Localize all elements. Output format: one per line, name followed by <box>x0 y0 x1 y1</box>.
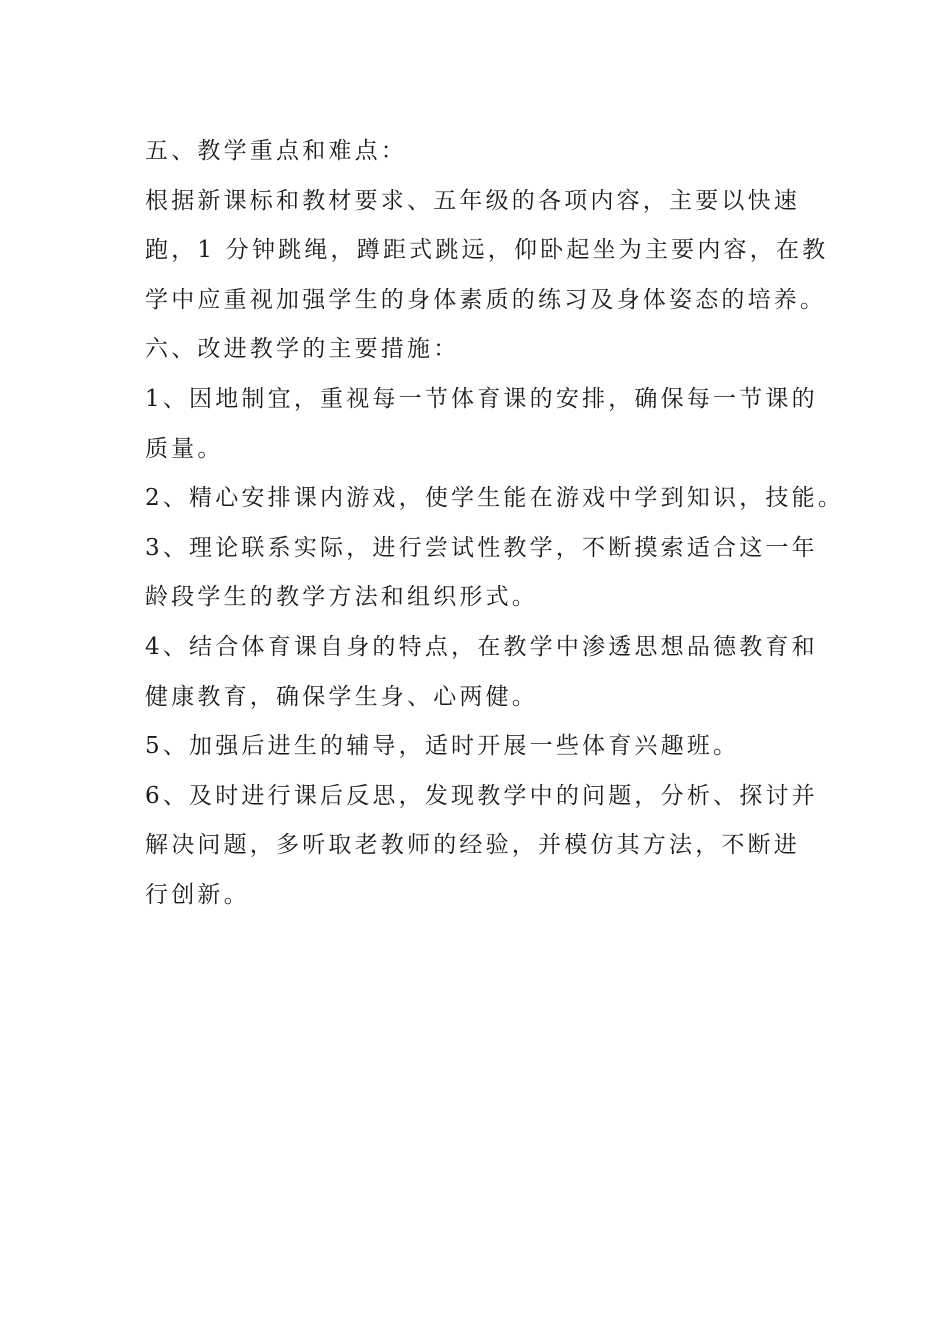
list-item-6-continued: 解决问题，多听取老教师的经验，并模仿其方法，不断进 <box>145 832 800 859</box>
list-item-5: 5、加强后进生的辅导，适时开展一些体育兴趣班。 <box>145 733 740 760</box>
section-heading-5: 五、教学重点和难点： <box>145 138 407 164</box>
list-item-4-continued: 健康教育，确保学生身、心两健。 <box>145 683 538 710</box>
list-item-2: 2、精心安排课内游戏，使学生能在游戏中学到知识，技能。 <box>145 485 845 512</box>
list-item-3-continued: 龄段学生的教学方法和组织形式。 <box>145 584 538 611</box>
paragraph-line: 根据新课标和教材要求、五年级的各项内容，主要以快速 <box>145 187 800 214</box>
document-body <box>145 127 845 921</box>
list-item-4: 4、结合体育课自身的特点，在教学中渗透思想品德教育和 <box>145 633 818 660</box>
list-item-6: 6、及时进行课后反思，发现教学中的问题，分析、探讨并 <box>145 782 818 809</box>
list-item-1: 1、因地制宜，重视每一节体育课的安排，确保每一节课的 <box>145 385 818 412</box>
section-heading-6: 六、改进教学的主要措施： <box>145 336 460 363</box>
list-item-3: 3、理论联系实际，进行尝试性教学，不断摸索适合这一年 <box>145 534 818 561</box>
paragraph-line: 学中应重视加强学生的身体素质的练习及身体姿态的培养。 <box>145 286 827 313</box>
list-item-6-continued: 行创新。 <box>145 881 250 908</box>
paragraph-line: 跑，1 分钟跳绳，蹲距式跳远，仰卧起坐为主要内容，在教 <box>145 237 829 264</box>
list-item-1-continued: 质量。 <box>145 435 224 462</box>
